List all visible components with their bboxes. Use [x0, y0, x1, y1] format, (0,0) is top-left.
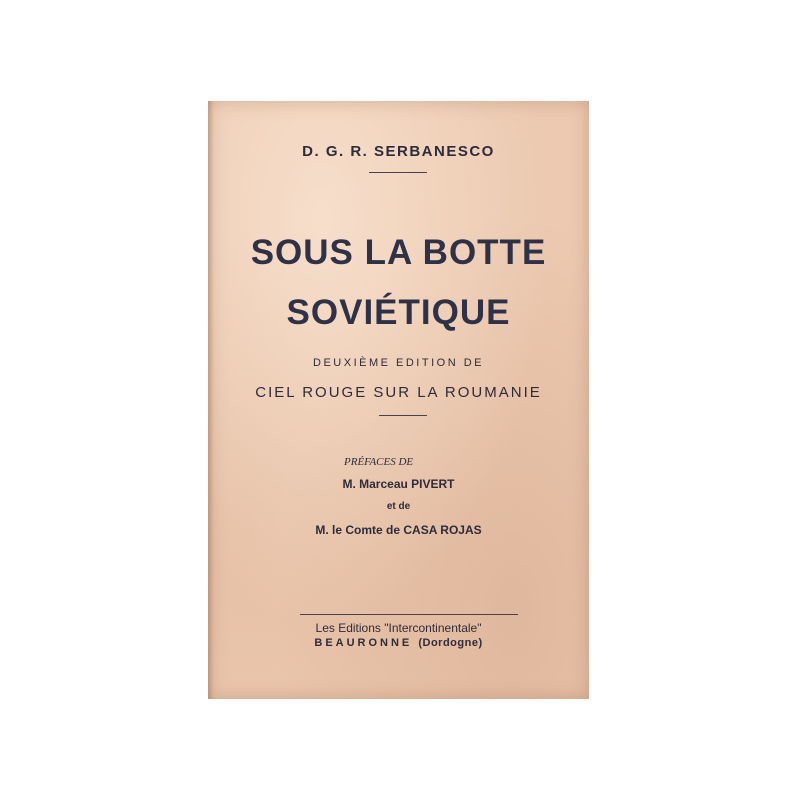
publisher-name: Les Editions "Intercontinentale" [315, 621, 482, 635]
prefaces-label: PRÉFACES DE [344, 456, 414, 468]
publisher-city: BEAURONNE [314, 637, 413, 649]
divider-middle [379, 415, 427, 416]
author-name: D. G. R. SERBANESCO [302, 143, 495, 160]
title-line-1: SOUS LA BOTTE [250, 233, 547, 272]
title-line-2: SOVIÉTIQUE [286, 293, 511, 332]
preface-author-1-prefix: M. Marceau [342, 477, 408, 491]
preface-author-1-name: PIVERT [411, 477, 455, 491]
divider-top [369, 172, 427, 173]
divider-bottom [300, 614, 518, 615]
book-cover [208, 101, 589, 699]
preface-author-2-name: CASA ROJAS [403, 523, 482, 537]
edition-note: DEUXIÈME EDITION DE [313, 357, 484, 369]
preface-author-2 [208, 523, 589, 537]
and-label: et de [386, 501, 411, 512]
publisher-location [208, 637, 589, 649]
previous-title: CIEL ROUGE SUR LA ROUMANIE [255, 384, 542, 401]
preface-author-1 [208, 477, 589, 491]
publisher-region: (Dordogne) [418, 637, 483, 649]
preface-author-2-prefix: M. le Comte de [315, 523, 401, 537]
